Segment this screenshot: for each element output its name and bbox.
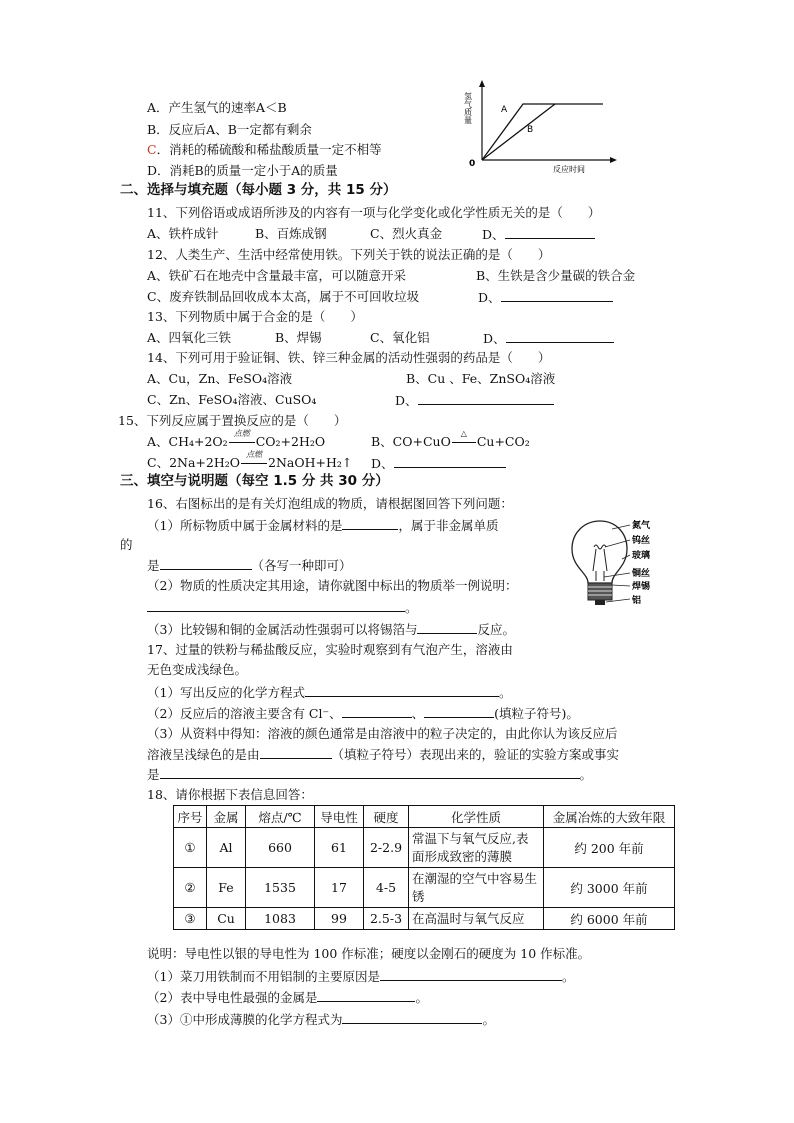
graph-x-label: 反应时间 [553, 165, 585, 174]
q10-option-c-letter: C [147, 142, 157, 157]
q13-option-d [483, 330, 614, 347]
bulb-label: 玻璃 [632, 551, 651, 561]
q15-c-products: 2NaOH+H₂↑ [268, 455, 353, 470]
q17-equation-blank[interactable] [305, 684, 499, 697]
table-cell: 在高温时与氧气反应 [409, 908, 544, 930]
q17-part3-label: 是 [147, 767, 160, 782]
q14-option-b: B、Cu 、Fe、ZnSO₄溶液 [406, 371, 556, 386]
q10-option-a: A．产生氢气的速率A＜B [147, 100, 287, 115]
table-header: 导电性 [315, 806, 364, 828]
table-cell: 17 [315, 868, 364, 908]
q13-stem: 13、下列物质中属于合金的是（ ） [147, 309, 363, 324]
q15-option-d [371, 455, 506, 472]
q18-part2 [147, 989, 428, 1006]
table-header: 金属冶炼的大致年限 [544, 806, 675, 828]
q17-particle-blank[interactable] [260, 746, 332, 759]
q16-use-blank[interactable] [147, 599, 405, 612]
bulb-label: 铜丝 [632, 569, 651, 579]
q13-option-a: A、四氧化三铁 [147, 330, 232, 345]
section-2-title: 二、选择与填充题（每小题 3 分，共 15 分） [120, 182, 397, 198]
q15-b-products: Cu+CO₂ [476, 434, 530, 449]
q18-part1 [147, 968, 574, 985]
q18-part3 [147, 1011, 495, 1028]
q14-option-c: C、Zn、FeSO₄溶液、CuSO₄ [147, 392, 317, 407]
q13-answer-blank[interactable] [506, 330, 614, 343]
q17-part3-end: 。 [579, 767, 593, 782]
table-cell: 2.5-3 [364, 908, 409, 930]
table-cell: 约 200 年前 [544, 828, 675, 868]
q17-stem-cont: 无色变成浅绿色。 [147, 662, 248, 677]
table-cell: Fe [207, 868, 246, 908]
table-cell: 2-2.9 [364, 828, 409, 868]
q15-a-reactants: A、CH₄+2O₂ [147, 434, 228, 449]
light-bulb-diagram [560, 515, 665, 610]
q12-stem: 12、人类生产、生活中经常使用铁。下列关于铁的说法正确的是（ ） [147, 247, 551, 262]
q12-option-b: B、生铁是含少量碳的铁合金 [476, 268, 636, 283]
bulb-label: 焊锡 [632, 582, 651, 592]
q13-option-d-label: D、 [483, 331, 506, 346]
graph-origin: 0 [469, 159, 476, 169]
q18-equation-blank[interactable] [342, 1011, 482, 1024]
q14-stem: 14、下列可用于验证铜、铁、锌三种金属的活动性强弱的药品是（ ） [147, 350, 551, 365]
q15-stem: 15、下列反应属于置换反应的是（ ） [118, 413, 347, 428]
q15-a-products: CO₂+2H₂O [255, 434, 326, 449]
hydrogen-mass-graph [455, 80, 620, 175]
q17-part2-sep: 、 [411, 706, 425, 721]
q15-c-arrow [240, 450, 268, 471]
table-cell: 660 [246, 828, 315, 868]
graph-label-a: A [501, 105, 508, 115]
q11-answer-blank[interactable] [505, 226, 595, 239]
bulb-label: 铝 [632, 596, 642, 606]
q11-option-a: A、铁杵成针 [147, 226, 219, 241]
q17-part3: （3）从资料中得知：溶液的颜色通常是由溶液中的粒子决定的，由此你认为该反应后 [147, 726, 618, 741]
q14-option-d [395, 392, 554, 409]
q17-part1-text: （1）写出反应的化学方程式 [147, 685, 305, 700]
q15-answer-blank[interactable] [394, 455, 506, 468]
q15-option-b [371, 429, 530, 450]
q17-part3-text: 溶液呈浅绿色的是由 [147, 747, 260, 762]
q17-part3-answer [147, 766, 592, 783]
graph-y-arrow [479, 80, 485, 87]
q10-option-d: D．消耗B的质量一定小于A的质量 [147, 163, 338, 178]
table-header: 硬度 [364, 806, 409, 828]
q17-part1-end: 。 [498, 685, 512, 700]
table-cell: 在潮湿的空气中容易生锈 [409, 868, 544, 908]
q16-nonmetal-blank[interactable] [160, 557, 252, 570]
q17-experiment-blank[interactable] [160, 766, 580, 779]
table-cell: 1535 [246, 868, 315, 908]
q18-part2-end: 。 [415, 990, 428, 1005]
q18-metal-blank[interactable] [317, 989, 415, 1002]
q16-part1-text2: ，属于非金属单质 [398, 518, 499, 533]
table-row [174, 868, 675, 908]
q18-part1-end: 。 [561, 969, 575, 984]
q15-option-d-label: D、 [371, 456, 394, 471]
table-cell: 4-5 [364, 868, 409, 908]
q16-part1-text: （1）所标物质中属于金属材料的是 [147, 518, 343, 533]
q17-stem: 17、过量的铁粉与稀盐酸反应，实验时观察到有气泡产生，溶液由 [147, 642, 513, 657]
q16-stem: 16、右图标出的是有关灯泡组成的物质，请根据图回答下列问题： [147, 496, 513, 511]
q15-b-arrow [451, 429, 477, 450]
table-header: 金属 [207, 806, 246, 828]
q15-b-condition: △ [460, 429, 467, 438]
q18-part3-end: 。 [482, 1012, 495, 1027]
q12-option-a: A、铁矿石在地壳中含量最丰富，可以随意开采 [147, 268, 407, 283]
table-cell: 常温下与氧气反应,表面形成致密的薄膜 [409, 828, 544, 868]
q11-option-d-label: D、 [482, 227, 505, 242]
bulb-label: 钨丝 [632, 536, 651, 546]
q12-option-d [478, 289, 613, 306]
q10-option-c-text: ．消耗的稀硫酸和稀盐酸质量一定不相等 [156, 142, 382, 157]
q15-c-condition: 点燃 [246, 450, 262, 459]
q12-answer-blank[interactable] [501, 289, 613, 302]
graph-y-label: 氢气质量 [463, 92, 473, 124]
q17-part2 [147, 705, 579, 722]
q16-part1-wrap: 的 [120, 537, 133, 552]
q15-c-reactants: C、2Na+2H₂O [147, 455, 240, 470]
q16-part1-cont [147, 557, 352, 574]
q16-part3-text: （3）比较锡和铜的金属活动性强弱可以将锡箔与 [147, 622, 418, 637]
q16-part2-answer [147, 599, 418, 616]
table-row [174, 908, 675, 930]
q13-option-b: B、焊锡 [275, 330, 322, 345]
q16-metal-blank[interactable] [342, 517, 398, 530]
bulb-label: 氮气 [632, 521, 651, 531]
q12-option-d-label: D、 [478, 290, 501, 305]
q18-reason-blank[interactable] [380, 968, 562, 981]
table-header: 序号 [174, 806, 207, 828]
table-row [174, 828, 675, 868]
q16-part2: （2）物质的性质决定其用途，请你就图中标出的物质举一例说明： [147, 578, 518, 593]
q14-answer-blank[interactable] [418, 392, 554, 405]
bulb-tip-icon [595, 600, 605, 605]
q10-option-b: B．反应后A、B一定都有剩余 [147, 122, 312, 137]
q16-solution-blank[interactable] [417, 621, 477, 634]
q16-part1-cont-note: （各写一种即可） [251, 558, 352, 573]
table-cell: 约 3000 年前 [544, 868, 675, 908]
graph-label-b: B [527, 125, 534, 135]
q18-stem: 18、请你根据下表信息回答： [147, 787, 313, 802]
bulb-glass-icon [572, 521, 627, 583]
table-cell: Al [207, 828, 246, 868]
table-cell: 约 6000 年前 [544, 908, 675, 930]
q16-part1-cont-label: 是 [147, 558, 160, 573]
q16-part1 [147, 517, 498, 534]
q15-a-condition: 点燃 [233, 429, 250, 438]
q16-part3-text2: 反应。 [477, 622, 515, 637]
metal-properties-table [173, 805, 675, 930]
table-cell: Cu [207, 908, 246, 930]
table-header: 化学性质 [409, 806, 544, 828]
q15-b-reactants: B、CO+CuO [371, 434, 451, 449]
leader-line [612, 585, 630, 586]
q18-part2-text: （2）表中导电性最强的金属是 [147, 990, 318, 1005]
q12-option-c: C、废弃铁制品回收成本太高，属于不可回收垃圾 [147, 289, 420, 304]
q10-option-c [147, 142, 382, 158]
q18-part3-text: （3）①中形成薄膜的化学方程式为 [147, 1012, 343, 1027]
section-3-title: 三、填空与说明题（每空 1.5 分 共 30 分） [120, 473, 389, 489]
q17-part2-note: (填粒子符号)。 [494, 706, 579, 721]
q11-option-d [482, 226, 595, 243]
q17-part3-text2: （填粒子符号）表现出来的，验证的实验方案或事实 [331, 747, 620, 762]
q17-part1 [147, 684, 511, 701]
q17-part2-text: （2）反应后的溶液主要含有 Cl⁻、 [147, 706, 342, 721]
q17-part3-cont [147, 746, 619, 763]
table-cell: ③ [174, 908, 207, 930]
table-cell: 1083 [246, 908, 315, 930]
graph-x-arrow [610, 157, 617, 163]
q13-option-c: C、氧化铝 [370, 330, 430, 345]
graph-line-b [482, 104, 555, 160]
table-cell: 99 [315, 908, 364, 930]
table-header: 熔点/℃ [246, 806, 315, 828]
q14-option-d-label: D、 [395, 393, 418, 408]
q17-ion-blank-1[interactable] [342, 705, 412, 718]
q15-option-a [147, 429, 326, 450]
q11-option-c: C、烈火真金 [370, 226, 443, 241]
q14-option-a: A、Cu，Zn、FeSO₄溶液 [147, 371, 293, 386]
q18-note: 说明：导电性以银的导电性为 100 作标准；硬度以金刚石的硬度为 10 作标准。 [147, 946, 591, 961]
q15-option-c [147, 450, 353, 471]
q11-option-b: B、百炼成钢 [255, 226, 327, 241]
q16-part2-end: 。 [405, 600, 418, 615]
q18-part1-text: （1）菜刀用铁制而不用铝制的主要原因是 [147, 969, 380, 984]
q11-stem: 11、下列俗语或成语所涉及的内容有一项与化学变化或化学性质无关的是（ ） [147, 205, 601, 220]
table-cell: 61 [315, 828, 364, 868]
table-cell: ① [174, 828, 207, 868]
q17-ion-blank-2[interactable] [424, 705, 494, 718]
table-cell: ② [174, 868, 207, 908]
table-header-row [174, 806, 675, 828]
q16-part3 [147, 621, 515, 638]
